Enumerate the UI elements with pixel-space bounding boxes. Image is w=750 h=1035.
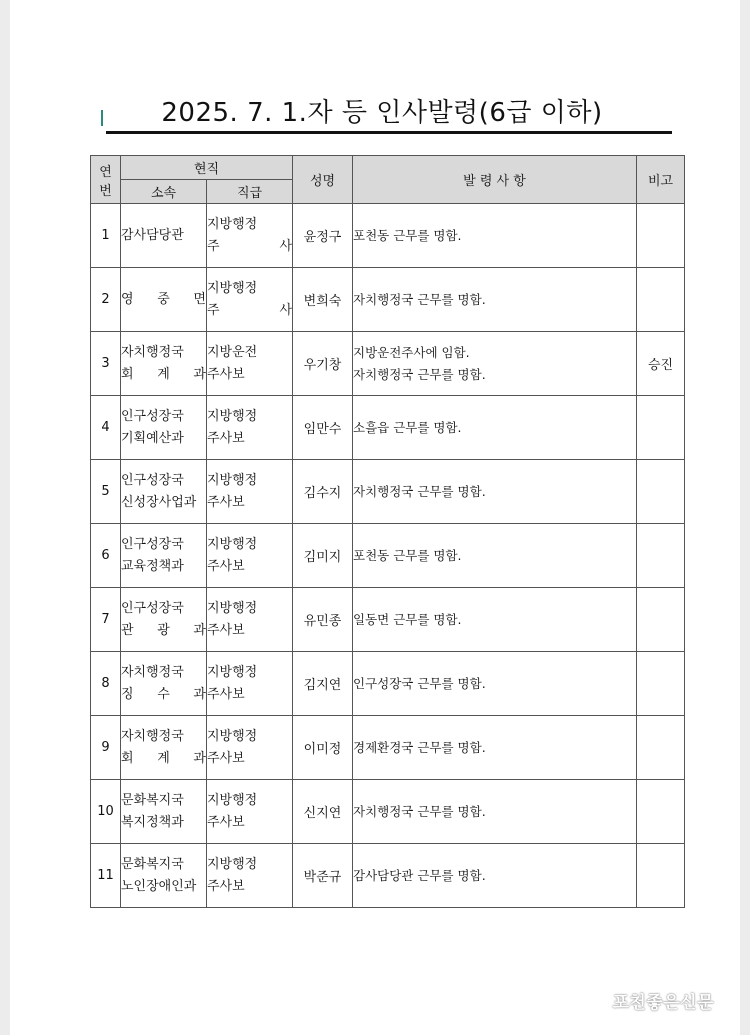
table-row [91, 524, 685, 588]
row-number: 7 [91, 588, 121, 652]
row-rank [207, 716, 293, 780]
row-department [121, 716, 207, 780]
row-note: 승진 [637, 332, 685, 396]
table-row [91, 780, 685, 844]
department-line: 노인장애인과 [121, 878, 197, 894]
rank-line: 주사보 [207, 814, 245, 830]
department-line: 징 수 과 [121, 686, 206, 702]
department-line: 인구성장국 [121, 536, 184, 552]
row-rank [207, 588, 293, 652]
appointment-line: 지방운전주사에 임함. [353, 344, 470, 360]
row-name: 이미정 [293, 716, 353, 780]
rank-line: 주사보 [207, 686, 245, 702]
table-row [91, 396, 685, 460]
department-line: 자치행정국 [121, 728, 184, 744]
row-note [637, 524, 685, 588]
publisher-watermark: 포천좋은신문 [612, 993, 714, 1013]
row-name: 김지연 [293, 652, 353, 716]
row-appointment [353, 396, 637, 460]
row-name: 김미지 [293, 524, 353, 588]
appointment-line: 소흘읍 근무를 명함. [353, 419, 462, 435]
row-department [121, 460, 207, 524]
row-rank [207, 780, 293, 844]
rank-line: 주사보 [207, 494, 245, 510]
header-name: 성명 [293, 156, 353, 204]
row-note [637, 460, 685, 524]
row-rank [207, 204, 293, 268]
row-department [121, 588, 207, 652]
department-line: 신성장사업과 [121, 494, 197, 510]
row-department [121, 332, 207, 396]
row-number: 9 [91, 716, 121, 780]
document-page [10, 0, 740, 1035]
row-name: 신지연 [293, 780, 353, 844]
rank-line: 주사보 [207, 430, 245, 446]
row-appointment [353, 716, 637, 780]
row-appointment [353, 460, 637, 524]
header-rank: 직급 [207, 180, 293, 204]
rank-line: 주사보 [207, 558, 245, 574]
table-row [91, 652, 685, 716]
header-no: 연 번 [91, 156, 121, 204]
table-row [91, 332, 685, 396]
appointment-line: 포천동 근무를 명함. [353, 547, 462, 563]
department-line: 인구성장국 [121, 408, 184, 424]
personnel-table [90, 155, 685, 908]
rank-line: 지방행정 [207, 536, 258, 552]
appointment-line: 자치행정국 근무를 명함. [353, 483, 486, 499]
row-note [637, 780, 685, 844]
row-number: 3 [91, 332, 121, 396]
rank-line: 지방행정 [207, 216, 258, 232]
department-line: 관 광 과 [121, 622, 206, 638]
department-line: 영 중 면 [121, 291, 206, 307]
row-appointment [353, 204, 637, 268]
row-note [637, 204, 685, 268]
title-underline [106, 131, 672, 134]
row-appointment [353, 780, 637, 844]
row-rank [207, 332, 293, 396]
rank-line: 지방행정 [207, 856, 258, 872]
row-rank [207, 460, 293, 524]
department-line: 회 계 과 [121, 366, 206, 382]
row-number: 8 [91, 652, 121, 716]
rank-line: 지방행정 [207, 792, 258, 808]
appointment-line: 자치행정국 근무를 명함. [353, 366, 486, 382]
row-number: 10 [91, 780, 121, 844]
row-department [121, 396, 207, 460]
department-line: 기획예산과 [121, 430, 184, 446]
rank-line: 지방행정 [207, 728, 258, 744]
row-note [637, 268, 685, 332]
rank-line: 지방운전 [207, 344, 258, 360]
department-line: 인구성장국 [121, 600, 184, 616]
row-name: 우기창 [293, 332, 353, 396]
row-number: 2 [91, 268, 121, 332]
rank-line: 지방행정 [207, 280, 258, 296]
header-dept: 소속 [121, 180, 207, 204]
page-title: 2025. 7. 1.자 등 인사발령(6급 이하) [161, 98, 603, 128]
row-number: 6 [91, 524, 121, 588]
department-line: 인구성장국 [121, 472, 184, 488]
row-number: 11 [91, 844, 121, 908]
row-appointment [353, 268, 637, 332]
rank-line: 주사보 [207, 750, 245, 766]
appointment-line: 자치행정국 근무를 명함. [353, 803, 486, 819]
table-row [91, 716, 685, 780]
department-line: 교육정책과 [121, 558, 184, 574]
row-note [637, 396, 685, 460]
rank-line: 지방행정 [207, 600, 258, 616]
appointment-line: 자치행정국 근무를 명함. [353, 291, 486, 307]
row-department [121, 780, 207, 844]
row-name: 김수지 [293, 460, 353, 524]
department-line: 복지정책과 [121, 814, 184, 830]
row-note [637, 588, 685, 652]
header-note: 비고 [637, 156, 685, 204]
table-row [91, 844, 685, 908]
rank-line: 지방행정 [207, 408, 258, 424]
row-department [121, 268, 207, 332]
row-number: 5 [91, 460, 121, 524]
appointment-line: 인구성장국 근무를 명함. [353, 675, 486, 691]
row-rank [207, 652, 293, 716]
rank-line: 지방행정 [207, 664, 258, 680]
rank-line: 주사보 [207, 878, 245, 894]
table-row [91, 268, 685, 332]
appointment-line: 감사담당관 근무를 명함. [353, 867, 486, 883]
row-note [637, 716, 685, 780]
row-note [637, 844, 685, 908]
table-row [91, 460, 685, 524]
department-line: 문화복지국 [121, 856, 184, 872]
department-line: 자치행정국 [121, 664, 184, 680]
table-row [91, 204, 685, 268]
row-name: 박준규 [293, 844, 353, 908]
row-appointment [353, 588, 637, 652]
row-number: 4 [91, 396, 121, 460]
rank-line: 주 사 [207, 238, 292, 254]
row-rank [207, 268, 293, 332]
appointment-line: 포천동 근무를 명함. [353, 227, 462, 243]
rank-line: 주 사 [207, 302, 292, 318]
row-department [121, 204, 207, 268]
row-appointment [353, 652, 637, 716]
row-number: 1 [91, 204, 121, 268]
department-line: 문화복지국 [121, 792, 184, 808]
rank-line: 주사보 [207, 622, 245, 638]
row-appointment [353, 844, 637, 908]
row-name: 변희숙 [293, 268, 353, 332]
table-body [91, 204, 685, 908]
row-rank [207, 396, 293, 460]
rank-line: 지방행정 [207, 472, 258, 488]
department-line: 감사담당관 [121, 227, 184, 243]
table-row [91, 588, 685, 652]
header-current: 현직 [121, 156, 293, 180]
department-line: 회 계 과 [121, 750, 206, 766]
row-department [121, 524, 207, 588]
row-appointment [353, 332, 637, 396]
row-department [121, 652, 207, 716]
row-note [637, 652, 685, 716]
appointment-line: 일동면 근무를 명함. [353, 611, 462, 627]
title-block [92, 90, 672, 134]
row-rank [207, 844, 293, 908]
row-name: 유민종 [293, 588, 353, 652]
row-name: 윤정구 [293, 204, 353, 268]
rank-line: 주사보 [207, 366, 245, 382]
department-line: 자치행정국 [121, 344, 184, 360]
appointment-line: 경제환경국 근무를 명함. [353, 739, 486, 755]
header-order: 발 령 사 항 [353, 156, 637, 204]
row-name: 임만수 [293, 396, 353, 460]
row-rank [207, 524, 293, 588]
row-appointment [353, 524, 637, 588]
row-department [121, 844, 207, 908]
